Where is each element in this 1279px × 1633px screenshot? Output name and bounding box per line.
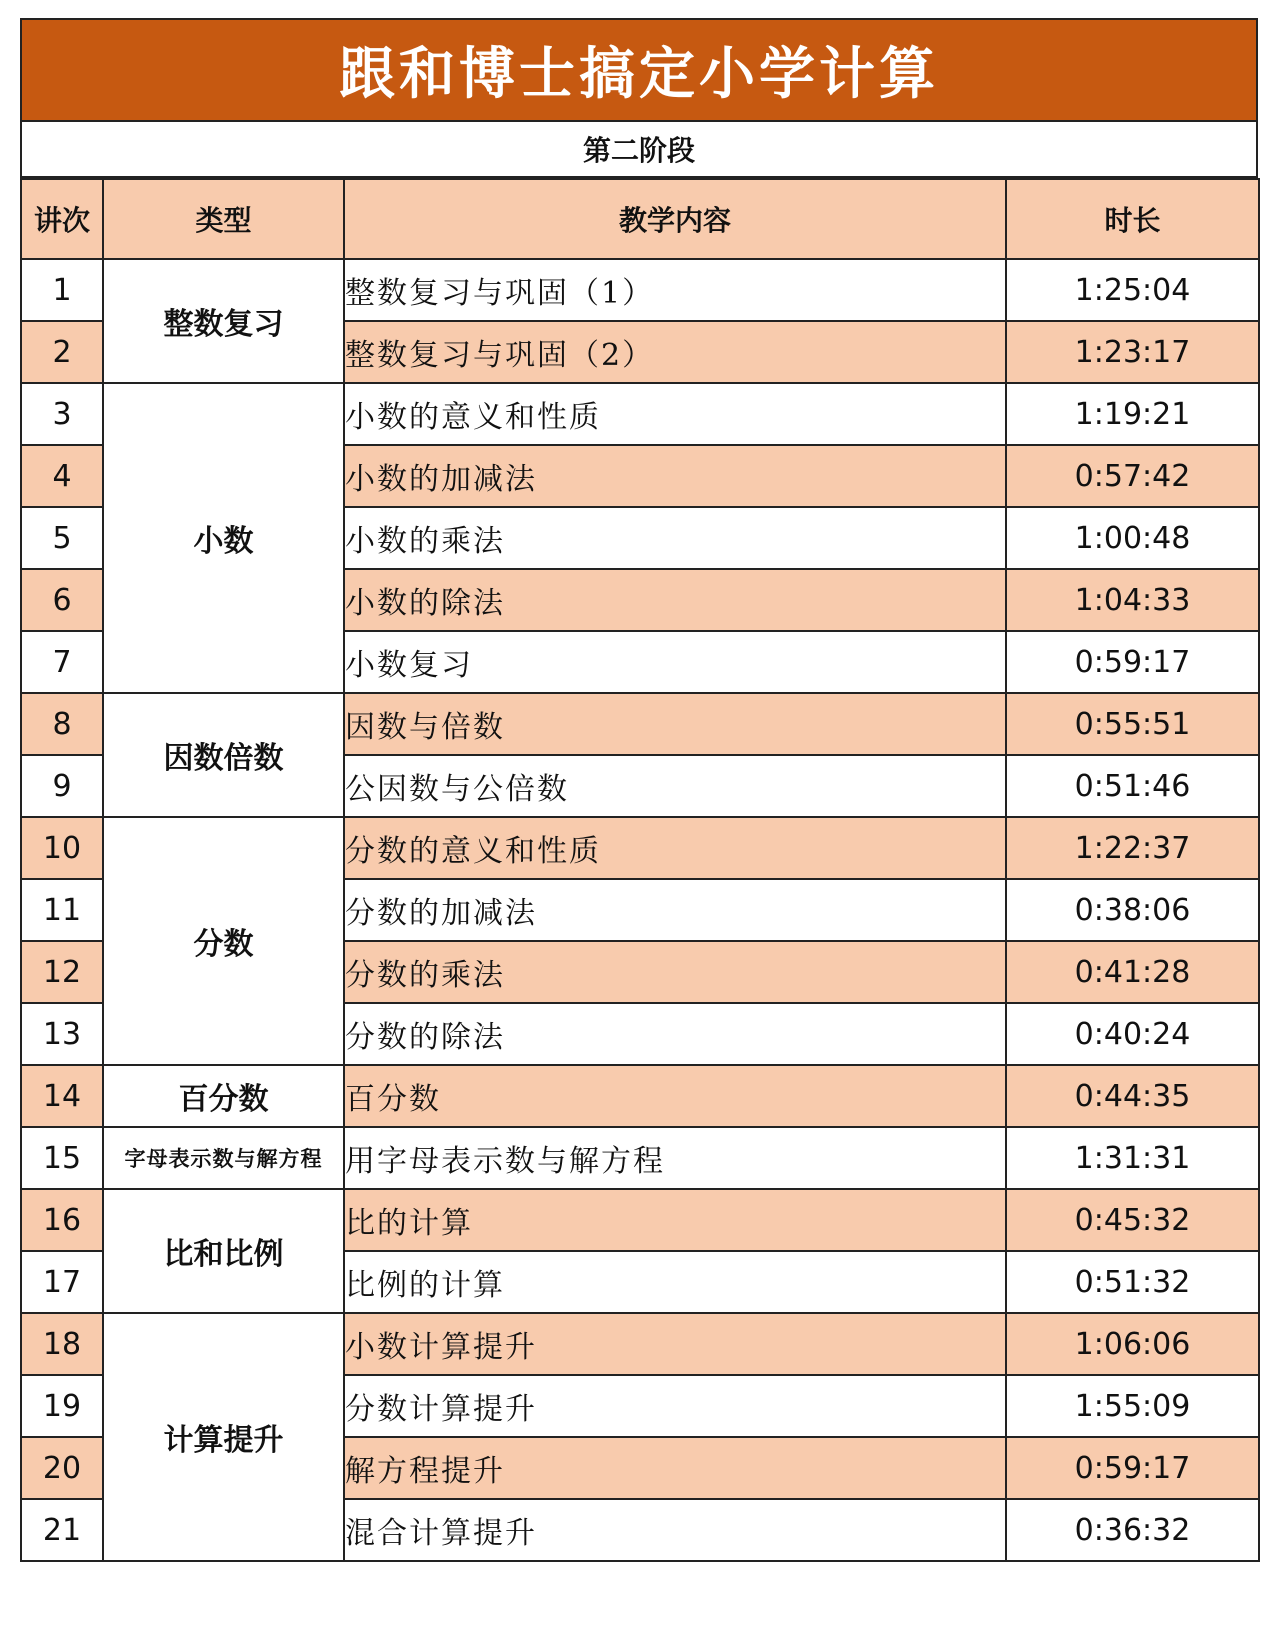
type-cell: 比和比例 — [103, 1189, 344, 1313]
lesson-content: 小数的乘法 — [344, 507, 1006, 569]
table-row — [21, 1065, 1259, 1127]
lesson-duration: 0:40:24 — [1006, 1003, 1259, 1065]
lesson-duration: 0:44:35 — [1006, 1065, 1259, 1127]
lesson-duration: 0:55:51 — [1006, 693, 1259, 755]
lecture-number: 20 — [21, 1437, 103, 1499]
lesson-duration: 1:19:21 — [1006, 383, 1259, 445]
lecture-number: 15 — [21, 1127, 103, 1189]
lesson-content: 分数的除法 — [344, 1003, 1006, 1065]
lesson-content: 分数的乘法 — [344, 941, 1006, 1003]
lesson-duration: 1:04:33 — [1006, 569, 1259, 631]
lesson-content: 小数计算提升 — [344, 1313, 1006, 1375]
lesson-content: 分数的加减法 — [344, 879, 1006, 941]
lesson-duration: 1:31:31 — [1006, 1127, 1259, 1189]
table-row — [21, 383, 1259, 445]
lesson-content: 小数的加减法 — [344, 445, 1006, 507]
lesson-content: 小数复习 — [344, 631, 1006, 693]
table-row — [21, 1189, 1259, 1251]
lecture-number: 17 — [21, 1251, 103, 1313]
type-cell: 百分数 — [103, 1065, 344, 1127]
type-cell: 整数复习 — [103, 259, 344, 383]
lecture-number: 3 — [21, 383, 103, 445]
stage-label: 第二阶段 — [20, 122, 1258, 178]
lecture-number: 16 — [21, 1189, 103, 1251]
table-row — [21, 1313, 1259, 1375]
lecture-number: 7 — [21, 631, 103, 693]
lecture-number: 5 — [21, 507, 103, 569]
lecture-number: 21 — [21, 1499, 103, 1561]
table-row — [21, 817, 1259, 879]
lesson-content: 整数复习与巩固（2） — [344, 321, 1006, 383]
lecture-number: 11 — [21, 879, 103, 941]
lesson-duration: 0:38:06 — [1006, 879, 1259, 941]
lesson-duration: 0:41:28 — [1006, 941, 1259, 1003]
type-cell: 计算提升 — [103, 1313, 344, 1561]
lesson-duration: 1:22:37 — [1006, 817, 1259, 879]
lesson-duration: 1:25:04 — [1006, 259, 1259, 321]
header-type: 类型 — [103, 179, 344, 259]
lesson-duration: 0:36:32 — [1006, 1499, 1259, 1561]
lesson-content: 分数的意义和性质 — [344, 817, 1006, 879]
lecture-number: 9 — [21, 755, 103, 817]
lesson-content: 比的计算 — [344, 1189, 1006, 1251]
lesson-duration: 0:45:32 — [1006, 1189, 1259, 1251]
lesson-content: 比例的计算 — [344, 1251, 1006, 1313]
header-row — [21, 179, 1259, 259]
table-row — [21, 693, 1259, 755]
title-bar — [20, 18, 1258, 122]
lesson-content: 小数的意义和性质 — [344, 383, 1006, 445]
lesson-content: 解方程提升 — [344, 1437, 1006, 1499]
header-duration: 时长 — [1006, 179, 1259, 259]
course-schedule-sheet — [20, 18, 1258, 1562]
lesson-duration: 0:59:17 — [1006, 1437, 1259, 1499]
header-content: 教学内容 — [344, 179, 1006, 259]
lesson-content: 公因数与公倍数 — [344, 755, 1006, 817]
lecture-number: 10 — [21, 817, 103, 879]
lesson-content: 混合计算提升 — [344, 1499, 1006, 1561]
lesson-duration: 0:59:17 — [1006, 631, 1259, 693]
lesson-duration: 1:55:09 — [1006, 1375, 1259, 1437]
lecture-number: 13 — [21, 1003, 103, 1065]
course-table — [20, 178, 1260, 1562]
lecture-number: 1 — [21, 259, 103, 321]
lesson-content: 分数计算提升 — [344, 1375, 1006, 1437]
lecture-number: 8 — [21, 693, 103, 755]
lesson-content: 百分数 — [344, 1065, 1006, 1127]
page-title: 跟和博士搞定小学计算 — [339, 41, 939, 107]
lesson-duration: 1:00:48 — [1006, 507, 1259, 569]
lesson-duration: 0:51:46 — [1006, 755, 1259, 817]
type-cell: 小数 — [103, 383, 344, 693]
lecture-number: 2 — [21, 321, 103, 383]
lesson-content: 因数与倍数 — [344, 693, 1006, 755]
lesson-duration: 1:06:06 — [1006, 1313, 1259, 1375]
header-lecture: 讲次 — [21, 179, 103, 259]
lesson-content: 小数的除法 — [344, 569, 1006, 631]
lecture-number: 12 — [21, 941, 103, 1003]
type-cell: 分数 — [103, 817, 344, 1065]
table-row — [21, 259, 1259, 321]
lesson-duration: 0:57:42 — [1006, 445, 1259, 507]
lecture-number: 14 — [21, 1065, 103, 1127]
type-cell: 因数倍数 — [103, 693, 344, 817]
lecture-number: 18 — [21, 1313, 103, 1375]
lesson-content: 整数复习与巩固（1） — [344, 259, 1006, 321]
lecture-number: 6 — [21, 569, 103, 631]
lesson-duration: 1:23:17 — [1006, 321, 1259, 383]
lecture-number: 19 — [21, 1375, 103, 1437]
lesson-content: 用字母表示数与解方程 — [344, 1127, 1006, 1189]
lecture-number: 4 — [21, 445, 103, 507]
table-row — [21, 1127, 1259, 1189]
type-cell: 字母表示数与解方程 — [103, 1127, 344, 1189]
lesson-duration: 0:51:32 — [1006, 1251, 1259, 1313]
